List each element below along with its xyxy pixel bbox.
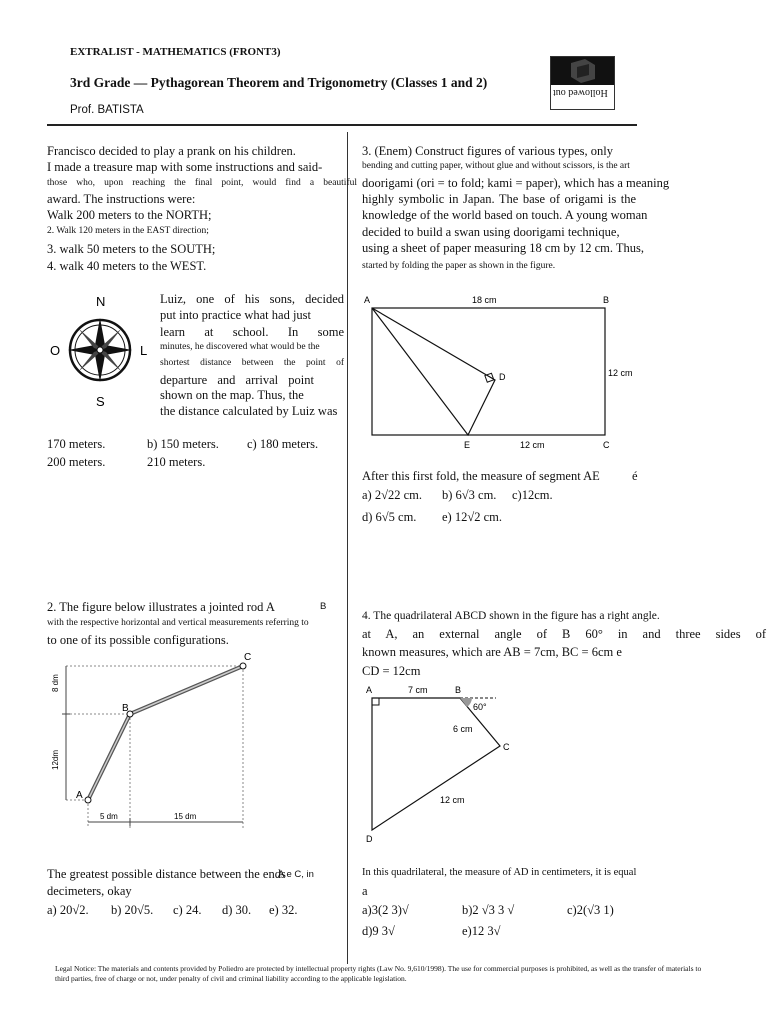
fold-point-e-label: E: [464, 440, 471, 450]
q3-line: using a sheet of paper measuring 18 cm by 12 cm. Thus,: [362, 241, 645, 255]
q4-option-a[interactable]: a)3(2 3)√: [362, 903, 409, 917]
q1-side-line: minutes, he discovered what would be the: [160, 342, 320, 352]
q2-option-a[interactable]: a) 20√2.: [47, 903, 89, 917]
rod-point-a-label: A: [76, 790, 83, 801]
q3-line: decided to build a swan using doorigami technique,: [362, 225, 620, 239]
q1-side-line: shortest distance between the point of: [160, 358, 344, 368]
teacher-name: Prof. BATISTA: [70, 104, 144, 116]
q4-line: known measures, which are AB = 7cm, BC = 6cm e: [362, 645, 622, 659]
q4-line: at A, an external angle of B 60° in and three sides of: [362, 627, 766, 641]
q1-line: 2. Walk 120 meters in the EAST direction;: [47, 226, 209, 236]
q2-option-b[interactable]: b) 20√5.: [111, 903, 154, 917]
jointed-rod-figure: [48, 648, 263, 858]
q2-question-line: decimeters, okay: [47, 884, 132, 898]
publisher-logo: [550, 56, 615, 110]
side-cd-label: 12 cm: [440, 795, 465, 805]
q1-side-line: the distance calculated by Luiz was: [160, 404, 338, 418]
q2-line: to one of its possible configurations.: [47, 633, 229, 647]
q2-question-line: The greatest possible distance between the ends: [47, 867, 286, 881]
q3-question: After this first fold, the measure of segment AE: [362, 469, 600, 483]
q3-option-a[interactable]: a) 2√22 cm.: [362, 488, 422, 502]
paper-top-length-label: 18 cm: [472, 295, 497, 305]
q3-option-c[interactable]: c)12cm.: [512, 488, 553, 502]
q1-side-line: shown on the map. Thus, the: [160, 388, 304, 402]
quad-point-b-label: B: [455, 685, 462, 695]
q3-line: knowledge of the world based on touch. A young woman: [362, 208, 648, 222]
q4-option-b[interactable]: b)2 √3 3 √: [462, 903, 515, 917]
q3-option-e[interactable]: e) 12√2 cm.: [442, 510, 502, 524]
compass-rose-figure: [48, 292, 156, 412]
column-divider: [347, 132, 348, 964]
q4-line: CD = 12cm: [362, 664, 421, 678]
dim-15dm-label: 15 dm: [174, 812, 197, 821]
rod-point-b-label: B: [122, 703, 129, 714]
quad-point-a-label: A: [366, 685, 373, 695]
q2-option-d[interactable]: d) 30.: [222, 903, 252, 917]
header-divider: [47, 124, 637, 126]
q1-side-line: Luiz, one of his sons, decided: [160, 292, 344, 306]
quad-point-d-label: D: [366, 834, 373, 844]
q1-option-a[interactable]: 170 meters.: [47, 437, 106, 451]
q1-option-e[interactable]: 210 meters.: [147, 455, 206, 469]
paper-corner-c-label: C: [603, 440, 610, 450]
q2-line: 2. The figure below illustrates a jointed rod A: [47, 600, 275, 614]
q1-option-c[interactable]: c) 180 meters.: [247, 437, 319, 451]
paper-corner-a-label: A: [364, 295, 371, 305]
q1-line: award. The instructions were:: [47, 192, 196, 206]
q1-side-line: departure and arrival point: [160, 373, 314, 387]
q2-option-e[interactable]: e) 32.: [269, 903, 298, 917]
compass-north-label: N: [96, 294, 106, 309]
side-bc-label: 6 cm: [453, 724, 473, 734]
q1-side-line: put into practice what had just: [160, 308, 312, 322]
paper-height-label: 12 cm: [608, 368, 633, 378]
page-subtitle: 3rd Grade — Pythagorean Theorem and Trigonometry (Classes 1 and 2): [70, 75, 488, 90]
q3-option-b[interactable]: b) 6√3 cm.: [442, 488, 497, 502]
compass-east-label: L: [140, 343, 148, 358]
q1-line: those who, upon reaching the final point, would find a beautiful: [47, 178, 357, 188]
q1-line: I made a treasure map with some instructions and said-: [47, 160, 323, 174]
quad-point-c-label: C: [503, 742, 510, 752]
q1-line: Francisco decided to play a prank on his children.: [47, 144, 296, 158]
dim-8dm-label: 8 dm: [51, 674, 60, 692]
q4-option-c[interactable]: c)2(√3 1): [567, 903, 614, 917]
logo-text: Hollowed out: [553, 87, 608, 98]
q2-rod-end-label: B: [320, 601, 327, 612]
q2-ends-label: A e C, in: [278, 869, 314, 880]
side-ab-label: 7 cm: [408, 685, 428, 695]
quadrilateral-abcd-figure: [360, 680, 520, 845]
page-title: EXTRALIST - MATHEMATICS (FRONT3): [70, 46, 281, 58]
q1-line: 3. walk 50 meters to the SOUTH;: [47, 242, 216, 256]
fold-point-d-label: D: [499, 372, 506, 382]
q3-line: 3. (Enem) Construct figures of various types, only: [362, 144, 613, 158]
q3-question-tail: é: [632, 469, 638, 483]
q3-line: bending and cutting paper, without glue and without scissors, is the art: [362, 161, 630, 171]
exterior-angle-label: 60°: [473, 702, 487, 712]
origami-fold-figure: [360, 290, 640, 455]
q4-line: 4. The quadrilateral ABCD shown in the figure has a right angle.: [362, 610, 660, 622]
q4-option-d[interactable]: d)9 3√: [362, 924, 395, 938]
compass-south-label: S: [96, 394, 105, 409]
q1-side-line: learn at school. In some: [160, 325, 344, 339]
dim-5dm-label: 5 dm: [100, 812, 118, 821]
q3-line: started by folding the paper as shown in the figure.: [362, 261, 556, 271]
segment-ec-label: 12 cm: [520, 440, 545, 450]
dim-12dm-label: 12dm: [51, 749, 60, 770]
logo-mark: [551, 57, 614, 85]
q1-line: 4. walk 40 meters to the WEST.: [47, 259, 207, 273]
q1-line: Walk 200 meters to the NORTH;: [47, 208, 212, 222]
q3-option-d[interactable]: d) 6√5 cm.: [362, 510, 417, 524]
legal-notice: Legal Notice: The materials and contents provided by Poliedro are protected by intellectual property rights (Law No. 9,610/1998). The use for commercial purposes is prohibited, as well as the transfer of materials to third parties, free of charge or not, under penalty of civil and criminal liability according to the applicable legislation.: [55, 964, 702, 983]
q4-question-line: a: [362, 884, 368, 898]
q2-option-c[interactable]: c) 24.: [173, 903, 202, 917]
q2-line: with the respective horizontal and vertical measurements referring to: [47, 618, 309, 628]
q3-line: highly symbolic in Japan. The base of origami is the: [362, 192, 636, 206]
q3-line: doorigami (ori = to fold; kami = paper), which has a meaning: [362, 176, 670, 190]
rod-point-c-label: C: [244, 652, 252, 663]
compass-west-label: O: [50, 343, 61, 358]
q1-option-b[interactable]: b) 150 meters.: [147, 437, 219, 451]
paper-corner-b-label: B: [603, 295, 610, 305]
q1-option-d[interactable]: 200 meters.: [47, 455, 106, 469]
q4-option-e[interactable]: e)12 3√: [462, 924, 501, 938]
q4-question-line: In this quadrilateral, the measure of AD in centimeters, it is equal: [362, 867, 637, 878]
